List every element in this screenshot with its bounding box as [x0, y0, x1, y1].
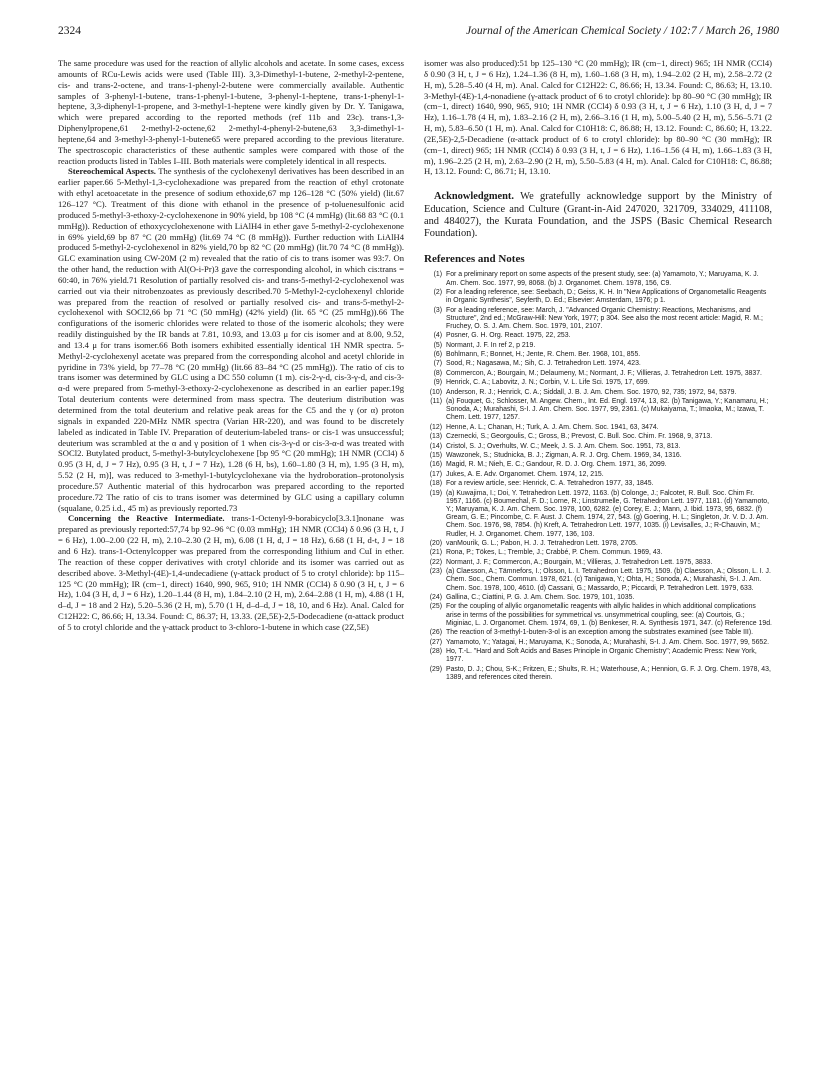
- reference-text: Sood, R.; Nagasawa, M.; Sih, C. J. Tetrahedron Lett. 1974, 423.: [446, 360, 641, 368]
- section-lead-reactive-intermediate: Concerning the Reactive Intermediate.: [68, 513, 225, 524]
- reference-text: Normant, J. F. In ref 2, p 219.: [446, 341, 536, 349]
- paragraph-reactive-intermediate: [58, 513, 404, 632]
- references-heading: References and Notes: [424, 253, 525, 266]
- reference-number: (11): [430, 398, 442, 406]
- acknowledgment-body: We gratefully acknowledge support by the Ministry of Education, Science and Culture (Grant-in-Aid 247020, 321709, 334029, 411108, and 484027), the Kurata Foundation, and the JSPS (Basic Chemical Research Foundation).: [424, 191, 772, 240]
- reference-number: (14): [429, 442, 442, 450]
- reference-text: Jukes, A. E. Adv. Organomet. Chem. 1974, 12, 215.: [446, 470, 604, 478]
- reference-item: [424, 666, 772, 682]
- reference-item: [424, 351, 772, 359]
- reference-number: (21): [429, 549, 442, 557]
- reference-item: [424, 389, 772, 397]
- reference-item: [424, 452, 772, 460]
- reference-item: [424, 629, 772, 637]
- reference-item: [424, 370, 772, 378]
- reference-text: Gallina, C.; Ciattini, P. G. J. Am. Chem. Soc. 1979, 101, 1035.: [446, 593, 635, 601]
- page-header: [58, 25, 779, 41]
- reference-number: (23): [429, 568, 442, 576]
- page-number: 2324: [58, 25, 81, 37]
- reference-item: [424, 540, 772, 548]
- reference-number: (18): [429, 480, 442, 488]
- reference-item: [424, 603, 772, 628]
- acknowledgment-lead: Acknowledgment.: [434, 191, 514, 203]
- paragraph-body: trans-1-Octenyl-9-borabicyclo[3.3.1]nonane was prepared as previously reported:57,74 bp 92–96 °C (0.03 mmHg); 1H NMR (CCl4) δ 0.96 (3 H, t, J = 6 Hz), 1.00–2.00 (22 H, m), 2.10–2.30 (2 H, m), 6.08 (1 H, d, J = 18 Hz), 6.68 (1 H, d-t, J = 18 and 6 Hz). trans-1-Octenylcopper was prepared from the corresponding lithium and CuI in ether. The reaction of these copper derivatives with crotyl chloride and its isomer was carried out as described above. 3-Methyl-(4E)-1,4-undecadiene (γ-attack product of 5 to crotyl chloride): bp 115–125 °C (20 mmHg); IR (cm−1, direct) 1640, 990, 965, 910; 1H NMR (CCl4) δ 0.90 (3 H, t, J = 6 Hz), 1.04 (3 H, d, J = 6 Hz), 1.20–1.44 (8 H, m), 1.84–2.10 (2 H, m), 2.64–2.88 (1 H, m), 4.88 (1 H, d–d, J = 18 and 2 Hz), 5.20–5.36 (2 H, m), 5.70 (1 H, d–d–d, J = 18, 10, and 6 Hz). Anal. Calcd for C12H22: C, 86.66; H, 13.34. Found: C, 86.37; H, 13.33. (2E,5E)-2,5-Dodecadiene (α-attack product of 5 to crotyl chloride and the γ-attack product to 3-chloro-1-butene in which case (2Z,5E): [58, 513, 404, 632]
- reference-item: [424, 424, 772, 432]
- reference-item: [424, 342, 772, 350]
- reference-text: For a leading reference, see: March, J. "Advanced Organic Chemistry: Reactions, Mechanisms, and Structure", 2nd ed.; McGraw-Hill: New York, 1977; p 304. See also the most recent article: Magid, R. M.; Fruchey, O. S. J. Am. Chem. Soc. 1979, 101, 2107.: [446, 306, 763, 330]
- reference-number: (19): [429, 489, 442, 497]
- reference-number: (12): [429, 423, 442, 431]
- reference-number: (4): [433, 332, 442, 340]
- reference-number: (8): [433, 369, 442, 377]
- reference-number: (1): [433, 271, 442, 279]
- reference-number: (24): [429, 593, 442, 601]
- right-column: [424, 58, 772, 683]
- reference-item: [424, 461, 772, 469]
- reference-text: For a preliminary report on some aspects of the present study, see: (a) Yamamoto, Y.; Maruyama, K. J. Am. Chem. Soc. 1977, 99, 8068. (b) J. Organomet. Chem. 1978, 156, C9.: [446, 271, 759, 287]
- left-column: [58, 58, 404, 633]
- reference-item: [424, 480, 772, 488]
- reference-item: [424, 490, 772, 539]
- reference-text: Anderson, R. J.; Henrick, C. A.; Siddall, J. B. J. Am. Chem. Soc. 1970, 92, 735; 1972, 94, 5379.: [446, 388, 737, 396]
- reference-number: (9): [433, 379, 442, 387]
- reference-list: [424, 271, 772, 682]
- reference-text: Pasto, D. J.; Chou, S-K.; Fritzen, E.; Shults, R. H.; Waterhouse, A.; Hennion, G. F. J. Org. Chem. 1978, 43, 1389, and references cited therein.: [446, 665, 771, 681]
- reference-text: The reaction of 3-methyl-1-buten-3-ol is an exception among the substrates examined (see Table III).: [446, 629, 754, 637]
- reference-item: [424, 379, 772, 387]
- reference-text: Rona, P.; Tökes, L.; Tremble, J.; Crabbé, P. Chem. Commun. 1969, 43.: [446, 549, 663, 557]
- reference-text: vanMourik, G. L.; Pabon, H. J. J. Tetrahedron Lett. 1978, 2705.: [446, 539, 638, 547]
- reference-text: Wawzonek, S.; Studnicka, B. J.; Zigman, A. R. J. Org. Chem. 1969, 34, 1316.: [446, 452, 682, 459]
- reference-item: [424, 289, 772, 305]
- reference-text: For a leading reference, see: Seebach, D.; Geiss, K. H. In "New Applications of Organometallic Reagents in Organic Synthesis", Seyferth, D. Ed.; Elsevier: Amsterdam, 1976; p 1.: [446, 288, 767, 305]
- reference-number: (16): [429, 461, 442, 469]
- reference-number: (29): [429, 665, 442, 673]
- reference-item: [424, 271, 772, 287]
- reference-text: Bohlmann, F.; Bonnet, H.; Jente, R. Chem. Ber. 1968, 101, 855.: [446, 351, 641, 359]
- reference-number: (10): [429, 388, 442, 396]
- reference-item: [424, 398, 772, 423]
- reference-text: For a review article, see: Henrick, C. A. Tetrahedron 1977, 33, 1845.: [446, 480, 654, 488]
- reference-item: [424, 332, 772, 340]
- reference-item: [424, 568, 772, 593]
- reference-text: Magid, R. M.; Nieh, E. C.; Gandour, R. D. J. Org. Chem. 1971, 36, 2099.: [446, 461, 667, 469]
- reference-text: Posner, G. H. Org. React. 1975, 22, 253.: [446, 332, 571, 340]
- reference-text: Czernecki, S.; Georgoulis, C.; Gross, B.; Prevost, C. Bull. Soc. Chim. Fr. 1968, 9, 3713.: [446, 433, 713, 441]
- reference-text: (a) Kuwajima, I.; Doi, Y. Tetrahedron Lett. 1972, 1163. (b) Colonge, J.; Falcotet, R. Bull. Soc. Chim Fr. 1957, 1166. (c) Boumechal, F. D.; Lorne, R.; Linstrumelle, G. Tetrahedron Lett. 1977, 1181. (d) Yamamoto, Y.; Maruyama, K. J. Am. Chem. Soc. 1978, 100, 6282. (e) Corey, E. J.; Mann, J. Ibid. 1973, 95, 6832. (f) Gream, G. E.; Pincombe, C. F. Aust. J. Chem. 1974, 27, 543. (g) Goering, H. L.; Singleton, Jr. V. D. J. Am. Chem. Soc. 1976, 98, 7854. (h) Kreft, A. Tetrahedron Lett. 1977, 1035. (i) Levisalles, J.; R-Chauvin, M.; Rudler, H. J. Organomet. Chem. 1977, 136, 103.: [446, 489, 770, 538]
- reference-number: (13): [429, 433, 442, 441]
- reference-text: Yamamoto, Y.; Yatagai, H.; Maruyama, K.; Sonoda, A.; Murahashi, S-I. J. Am. Chem. Soc. 1977, 99, 5652.: [446, 638, 770, 646]
- paragraph-body: The synthesis of the cyclohexenyl derivatives has been described in an earlier paper.66 5-Methyl-1,3-cyclohexadione was prepared from the reaction of ethyl crotonate with ethyl acetoacetate in the presence of sodium ethoxide,67 mp 126–128 °C (50% yield) (lit.67 126–127 °C). Treatment of this dione with ethanol in the presence of p-toluenesulfonic acid produced 5-methyl-3-ethoxy-2-cyclohexenone in 90% yield, bp 108 °C (4 mmHg) (lit.68 83 °C (0.1 mmHg)). Reduction of ethoxycyclohexenone with LiAlH4 in ether gave 5-methyl-2-cyclohexenone in 69% yield,69 bp 87 °C (20 mmHg) (lit.69 74 °C (8 mmHg)). Further reduction with LiAlH4 produced 5-methyl-2-cyclohexenol in 82% yield,70 bp 82 °C (20 mmHg) (lit.70 74 °C (8 mmHg)). GLC examination using CW-20M (2 m) revealed that the ratio of cis to trans isomer was 93:7. On the other hand, the reduction with Al(O-i-Pr)3 gave the corresponding alcohol, in which cis:trans = 60:40, in 76% yield.71 Resolution of partially resolved cis- and trans-5-methyl-2-cyclohexenol was carried out via their nitrobenzoates as previously described.70 5-Methyl-2-cyclohexenyl chloride was prepared from the reaction of resolved or partially resolved cis- and trans-5-methyl-2-cyclohexenol with SOCl2,66 bp 71 °C (50 mmHg) (42% yield) (lit. 65 °C (25 mmHg)).66 The configurations of the isomeric chlorides were related to those of the isomeric alcohols; they were readily distinguished by the IR bands at 7.81, 10.93, and 13.03 μ for cis isomer and at 8.00, 9.52, and 13.4 μ for trans isomer.66 Both isomers exhibited essentially identical 1H NMR spectra. 5-Methyl-2-cyclohexenyl acetate was prepared from the corresponding alcohol and acetyl chloride in pyridine in 73% yield, bp 77–78 °C (20 mmHg) (lit.66 83–84 °C (25 mmHg)). The ratio of cis to trans isomer was determined by GLC using a DC 550 column (1 m). cis-2-γ-d, cis-3-γ-d, and cis-3-α-d were prepared from 5-methyl-3-ethoxy-2-cyclohexenone as described in an earlier paper.19g Total deuterium contents were determined from mass spectra. The deuterium distribution was determined from the total deuterium and relative peak areas for the C5 and the γ (or α) proton signals in expanded 220-MHz NMR spectra (Varian HR-220), and was found to be discretely labeled as indicated in Table IV. Preparation of deuterium-labeled trans- or cis-1 was unsuccessful; deuterium was scrambled at the α and γ position of 1 when cis-3-γ-d or cis-3-α-d was treated with SOCl2. Butylated product, 5-methyl-3-butylcyclohexene [bp 95 °C (20 mmHg); 1H NMR (CCl4) δ 0.95 (3 H, d, J = 7 Hz), 0.95 (3 H, t, J = 7 Hz), 1.28 (6 H, bs), 1.60–1.80 (3 H, m), 1.95 (3 H, m), 5.52 (2 H, m)], was reduced to 3-methyl-1-butylcyclohexane via the hydroboration–protonolysis procedure.57 Authentic material of this hydrocarbon was prepared according to the reported procedure.72 The ratio of cis to trans isomer was determined by GLC using a capillary column (squalane, 0.25 i.d., 45 m) as previously reported.73: [58, 166, 404, 513]
- reference-number: (22): [429, 558, 442, 566]
- reference-number: (17): [429, 470, 442, 478]
- reference-number: (25): [429, 603, 442, 611]
- reference-item: [424, 549, 772, 557]
- reference-text: Cristol, S. J.; Overhults, W. C.; Meek, J. S. J. Am. Chem. Soc. 1951, 73, 813.: [446, 442, 681, 450]
- reference-text: Normant, J. F.; Commercon, A.; Bourgain, M.; Villieras, J. Tetrahedron Lett. 1975, 3833.: [446, 558, 713, 566]
- reference-item: [424, 360, 772, 368]
- reference-item: [424, 559, 772, 567]
- reference-text: (a) Fouquet, G.; Schlosser, M. Angew. Chem., Int. Ed. Engl. 1974, 13, 82. (b) Tanigawa, Y.; Kanamaru, H.; Sonoda, A.; Murahashi, S-I. J. Am. Chem. Soc. 1977, 99, 2361. (c) Mukaiyama, T.; Imaoka, M.; Izawa, T. Chem. Lett. 1977, 1257.: [446, 398, 769, 422]
- reference-number: (26): [429, 629, 442, 637]
- reference-number: (20): [429, 539, 442, 547]
- section-lead-stereochemical: Stereochemical Aspects.: [68, 166, 156, 177]
- reference-text: Ho, T.-L. "Hard and Soft Acids and Bases Principle in Organic Chemistry"; Academic Press: New York, 1977.: [446, 647, 757, 664]
- journal-citation: Journal of the American Chemical Society / 102:7 / March 26, 1980: [466, 25, 779, 37]
- reference-item: [424, 471, 772, 479]
- reference-number: (5): [433, 341, 442, 349]
- reference-item: [424, 648, 772, 664]
- reference-number: (7): [433, 360, 442, 368]
- reference-item: [424, 594, 772, 602]
- reference-item: [424, 639, 772, 647]
- reference-number: (28): [429, 647, 442, 655]
- reference-number: (6): [433, 351, 442, 359]
- reference-text: Commercon, A.; Bourgain, M.; Delaumeny, M.; Normant, J. F.; Villieras, J. Tetrahedron Lett. 1975, 3837.: [446, 369, 762, 377]
- reference-number: (3): [433, 306, 442, 314]
- paragraph-authentic-samples: The same procedure was used for the reaction of allylic alcohols and acetate. In some cases, excess amounts of RCu-Lewis acids were used (Table III). 3,3-Dimethyl-1-butene, 2-methyl-2-pentene, cis- and trans-2-octene, and trans-1-phenyl-2-butene were commercially available. Authentic samples of 3-phenyl-1-butene, trans-1-phenyl-1-butene, 3-phenyl-1-heptene, trans-1-phenyl-1-heptene, 3,3-diphenyl-1-propene, and 3-methyl-1-heptene were kindly given by Dr. Y. Tanigawa, which were prepared according to the reported methods (ref 11b and 23c). trans-1,3-Diphenylpropene,61 2-methyl-2-octene,62 2-methyl-4-phenyl-2-butene,63 3,3-dimethyl-1-heptene,64 and 3-methyl-3-phenyl-1-butene65 were prepared according to the previous literature. The spectroscopic characteristics of these authentic samples were compared with those of the reaction products listed in Tables I–III. Both materials were completely identical in all respects.: [58, 58, 404, 166]
- reference-item: [424, 307, 772, 332]
- reference-text: Henrick, C. A.; Labovitz, J. N.; Corbin, V. L. Life Sci. 1975, 17, 699.: [446, 379, 650, 387]
- reference-item: [424, 443, 772, 451]
- reference-number: (2): [433, 288, 442, 296]
- paragraph-stereochemical-aspects: [58, 166, 404, 513]
- reference-text: (a) Claesson, A.; Tämnefors, I.; Olsson, L. I. Tetrahedron Lett. 1975, 1509. (b) Claesson, A.; Olsson, L. I. J. Chem. Soc., Chem. Commun. 1978, 621. (c) Tanigawa, Y.; Ohta, H.; Sonoda, A.; Murahashi, S-I. J. Am. Chem. Soc. 1978, 100, 4610. (d) Cassani, G.; Massardo, P.; Piccardi, P. Tetrahedron Lett. 1979, 633.: [446, 568, 771, 592]
- acknowledgment: [424, 191, 772, 240]
- reference-item: [424, 433, 772, 441]
- reference-number: (27): [429, 638, 442, 646]
- paragraph-continuation: isomer was also produced):51 bp 125–130 °C (20 mmHg); IR (cm−1, direct) 965; 1H NMR (CCl4) δ 0.90 (3 H, t, J = 6 Hz), 1.24–1.36 (8 H, m), 1.60–1.68 (3 H, m), 1.94–2.02 (2 H, m), 2.58–2.72 (2 H, m), 5.28–5.40 (4 H, m). Anal. Calcd for C12H22: C, 86.66; H, 13.34. Found: C, 86.63; H, 13.10. 3-Methyl-(4E)-1,4-nonadiene (γ-attack product of 6 to crotyl chloride): bp 80–90 °C (30 mmHg); IR (cm−1, direct) 1640, 990, 965, 910; 1H NMR (CCl4) δ 0.93 (3 H, t, J = 6 Hz), 1.10 (3 H, d, J = 7 Hz), 1.16–1.78 (4 H, m), 1.83–2.16 (2 H, m), 2.66–3.16 (1 H, m), 5.00–5.40 (2 H, m), 5.56–5.71 (2 H, m), 5.83–6.50 (1 H, m). Anal. Calcd for C10H18: C, 86.88; H, 13.12. Found: C, 86.60; H, 13.22. (2E,5E)-2,5-Decadiene (α-attack product of 6 to crotyl chloride): bp 80–90 °C (30 mmHg); IR (cm−1, direct) 965; 1H NMR (CCl4) δ 0.93 (3 H, t, J = 6 Hz), 1.16–1.56 (4 H, m), 1.66–1.83 (3 H, m), 1.96–2.25 (2 H, m), 2.63–2.90 (2 H, m), 5.50–5.83 (4 H, m). Anal. Calcd for C10H18: C, 86.88; H, 13.12. Found: C, 86.71; H, 13.10.: [424, 58, 772, 177]
- reference-text: Henne, A. L.; Chanan, H.; Turk, A. J. Am. Chem. Soc. 1941, 63, 3474.: [446, 423, 659, 431]
- reference-number: (15): [429, 452, 442, 459]
- reference-text: For the coupling of allylic organometallic reagents with allylic halides in which additional complications arise in terms of the possibilities for symmetrical vs. unsymmetrical coupling, see: (a) Courtois, G.; Miginiac, L. J. Organomet. Chem. 1974, 69, 1. (b) Benkeser, R. A. Synthesis 1971, 347. (c) Reference 19d.: [446, 603, 772, 627]
